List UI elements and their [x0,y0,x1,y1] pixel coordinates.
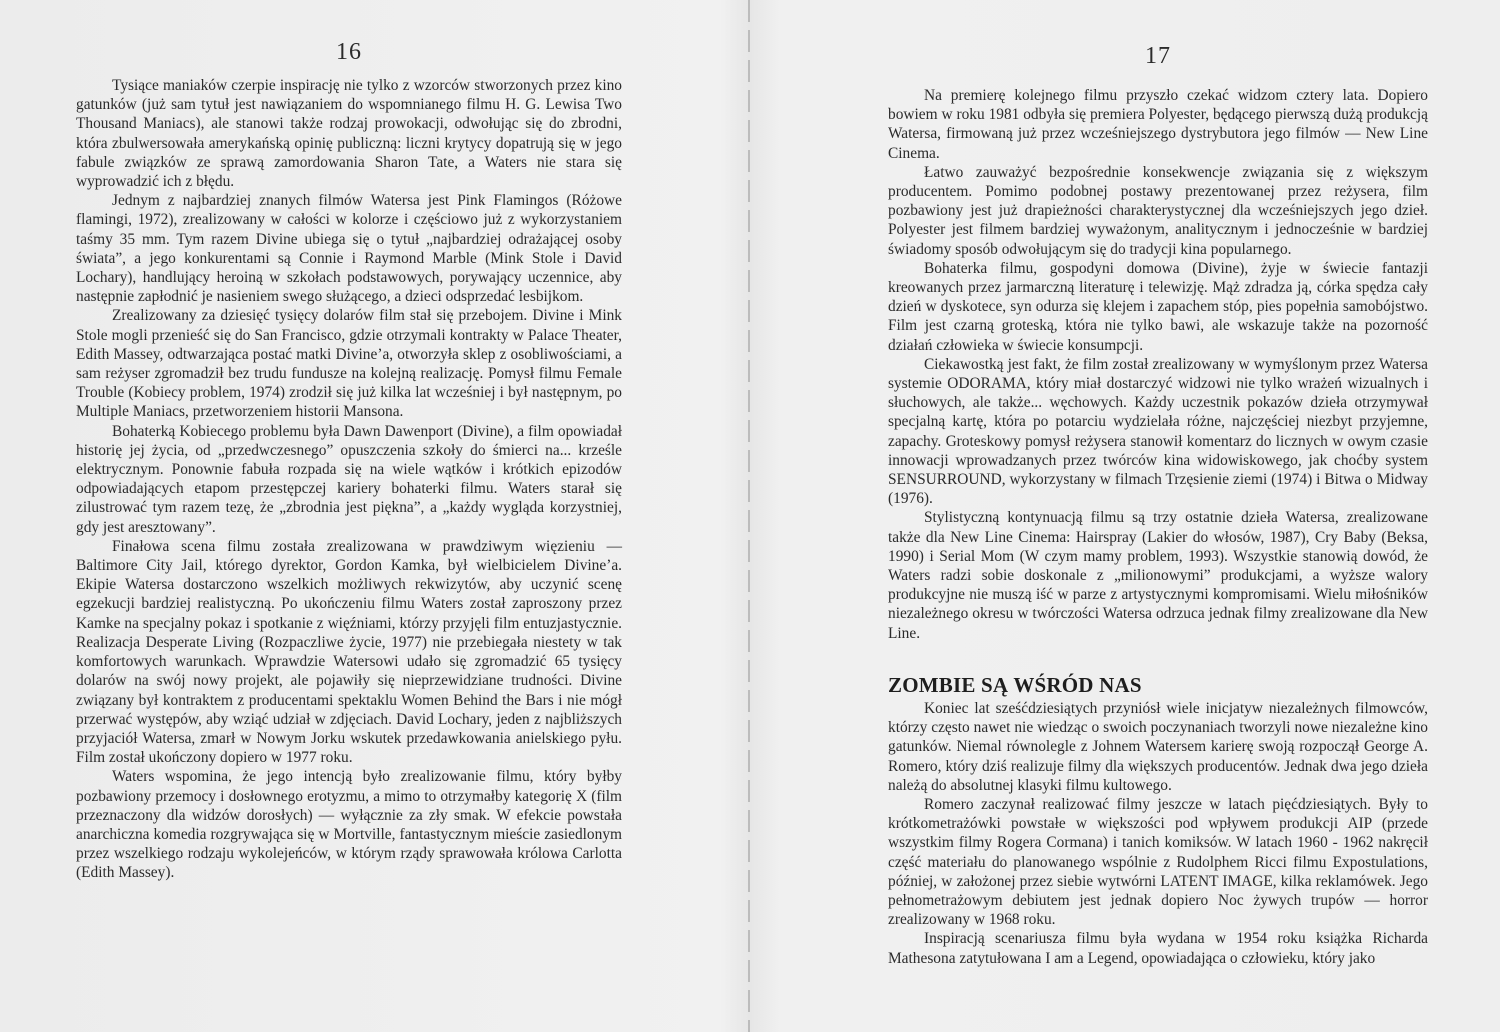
paragraph: Łatwo zauważyć bezpośrednie konsekwencje związania się z większym producentem. Pomimo podobnej postawy prezentowanej przez reżysera, film pozbawiony jest już drapieżności charakterystycznej dla wcześniejszych jego dzieł. Polyester jest filmem bardziej wyważonym, analitycznym i jednocześnie w bardziej świadomy sposób odwołującym się do tradycji kina popularnego. [888,163,1428,258]
paragraph: Tysiące maniaków czerpie inspirację nie tylko z wzorców stworzonych przez kino gatunków (już sam tytuł jest nawiązaniem do wspomnianego filmu H. G. Lewisa Two Thousand Maniacs), ale stanowi także rodzaj prowokacji, odwołując się do zbrodni, która zbulwersowała amerykańską opinię publiczną: liczni krytycy dopatrują się w jego fabule związków ze sprawą zamordowania Sharon Tate, a Waters nie stara się wyprowadzić ich z błędu. [76,77,622,191]
paragraph: Finałowa scena filmu została zrealizowana w prawdziwym więzieniu — Baltimore City Jail, którego dyrektor, Gordon Kamka, był wielbicielem Divine’a. Ekipie Watersa dostarczono wszelkich możliwych rekwizytów, aby uczynić scenę egzekucji bardziej realistyczną. Po ukończeniu filmu Waters został zaproszony przez Kamke na specjalny pokaz i spotkanie z więźniami, którzy przyjęli film entuzjastycznie. Realizacja Desperate Living (Rozpaczliwe życie, 1977) nie przebiegała niestety w tak komfortowych warunkach. Wprawdzie Watersowi udało się zgromadzić 65 tysięcy dolarów na swój nowy projekt, ale pojawiły się nieprzewidziane trudności. Divine związany był kontraktem z producentami spektaklu Women Behind the Bars i nie mógł przerwać występów, aby wziąć udział w zdjęciach. David Lochary, jeden z najbliższych przyjaciół Watersa, zmarł w Nowym Jorku wskutek przedawkowania anielskiego pyłu. Film został ukończony dopiero w 1977 roku. [76,537,622,767]
left-page [76,0,622,883]
paragraph: Bohaterką Kobiecego problemu była Dawn Dawenport (Divine), a film opowiadał historię jej życia, od „przedwczesnego” opuszczenia szkoły do śmierci na... krześle elektrycznym. Ponownie fabuła rozpada się na wiele wątków i krótkich epizodów odpowiadających etapom przestępczej kariery bohaterki filmu. Waters starał się zilustrować tym razem tezę, że „zbrodnia jest piękna”, a „każdy wygląda korzystniej, gdy jest aresztowany”. [76,422,622,536]
paragraph: Jednym z najbardziej znanych filmów Watersa jest Pink Flamingos (Różowe flamingi, 1972), zrealizowany w całości w kolorze i częściowo już z wykorzystaniem taśmy 35 mm. Tym razem Divine ubiega się o tytuł „najbardziej odrażającej osoby świata”, a jego konkurentami są Connie i Raymond Marble (Mink Stole i David Lochary), handlujący heroiną w szkołach podstawowych, porywający uczennice, aby następnie zapłodnić je nasieniem swego służącego, a dzieci odsprzedać lesbijkom. [76,192,622,306]
paragraph: Bohaterka filmu, gospodyni domowa (Divine), żyje w świecie fantazji kreowanych przez jarmarczną literaturę i telewizję. Mąż zdradza ją, córka spędza cały dzień w dyskotece, syn odurza się klejem i zapachem stóp, pies popełnia samobójstwo. Film jest czarną groteską, która nie tylko bawi, ale wskazuje także na pozorność działań człowieka w świecie konsumpcji. [888,259,1428,354]
paragraph: Zrealizowany za dziesięć tysięcy dolarów film stał się przebojem. Divine i Mink Stole mogli przenieść się do San Francisco, gdzie otrzymali kontrakty w Palace Theater, Edith Massey, odtwarzająca postać matki Divine’a, otworzyła sklep z osobliwościami, a sam reżyser zgromadził bez trudu fundusze na kolejną realizację. Pomysł filmu Female Trouble (Kobiecy problem, 1974) zrodził się już kilka lat wcześniej i był następnym, po Multiple Maniacs, przetworzeniem historii Mansona. [76,307,622,421]
paragraph: Inspiracją scenariusza filmu była wydana w 1954 roku książka Richarda Mathesona zatytułowana I am a Legend, opowiadająca o człowieku, który jako [888,930,1428,967]
right-page-text [888,86,1428,968]
paragraph: Waters wspomina, że jego intencją było zrealizowanie filmu, który byłby pozbawiony przemocy i dosłownego erotyzmu, a mimo to otrzymałby kategorię X (film przeznaczony dla widzów dorosłych) — wyłącznie za zły smak. W efekcie powstała anarchiczna komedia rozgrywająca się w Mortville, fantastycznym mieście zasiedlonym przez wszelkiego rodzaju wykolejeńców, w którym rządy sprawowała królowa Carlotta (Edith Massey). [76,768,622,882]
left-page-text [76,76,622,883]
page-number: 16 [336,39,362,65]
section-heading: ZOMBIE SĄ WŚRÓD NAS [888,672,1142,697]
right-page [888,0,1428,968]
paragraph: Ciekawostką jest fakt, że film został zrealizowany w wymyślonym przez Watersa systemie ODORAMA, który miał dostarczyć widzowi nie tylko wrażeń wizualnych i słuchowych, ale także... węchowych. Każdy uczestnik pokazów dzieła otrzymywał specjalną kartę, która po potarciu wydzielała różne, najczęściej niezbyt przyjemne, zapachy. Groteskowy pomysł reżysera stanowił komentarz do licznych w owym czasie innowacji wprowadzanych przez twórców kina widowiskowego, jak choćby system SENSURROUND, wykorzystany w filmach Trzęsienie ziemi (1974) i Bitwa o Midway (1976). [888,355,1428,508]
page-number: 17 [1145,43,1171,69]
book-gutter [748,0,750,1032]
paragraph: Koniec lat sześćdziesiątych przyniósł wiele inicjatyw niezależnych filmowców, którzy często nawet nie wiedząc o swoich poczynaniach tworzyli nowe niezależne kino gatunków. Niemal równolegle z Johnem Watersem karierę swoją rozpoczął George A. Romero, który dziś realizuje filmy dla większych producentów. Jednak dwa jego dzieła należą do absolutnej klasyki filmu kultowego. [888,699,1428,794]
paragraph: Stylistyczną kontynuacją filmu są trzy ostatnie dzieła Watersa, zrealizowane także dla New Line Cinema: Hairspray (Lakier do włosów, 1987), Cry Baby (Beksa, 1990) i Serial Mom (W czym mamy problem, 1993). Wszystkie stanowią dowód, że Waters radzi sobie doskonale z „milionowymi” produkcjami, a wyższe walory produkcyjne nie muszą iść w parze z artystycznymi kompromisami. Wielu miłośników niezależnego okresu w twórczości Watersa odrzuca jednak filmy zrealizowane dla New Line. [888,509,1428,642]
paragraph: Na premierę kolejnego filmu przyszło czekać widzom cztery lata. Dopiero bowiem w roku 1981 odbyła się premiera Polyester, będącego pierwszą dużą produkcją Watersa, firmowaną już przez wcześniejszego dystrybutora jego filmów — New Line Cinema. [888,87,1428,162]
paragraph: Romero zaczynał realizować filmy jeszcze w latach pięćdziesiątych. Były to krótkometrażówki powstałe w większości pod wpływem produkcji AIP (przede wszystkim filmy Rogera Cormana) i tanich komiksów. W latach 1960 - 1962 nakręcił część materiału do planowanego wspólnie z Rudolphem Ricci filmu Expostulations, później, w założonej przez siebie wytwórni LATENT IMAGE, kilka reklamówek. Jego pełnometrażowym debiutem jest jednak dopiero Noc żywych trupów — horror zrealizowany w 1968 roku. [888,795,1428,929]
